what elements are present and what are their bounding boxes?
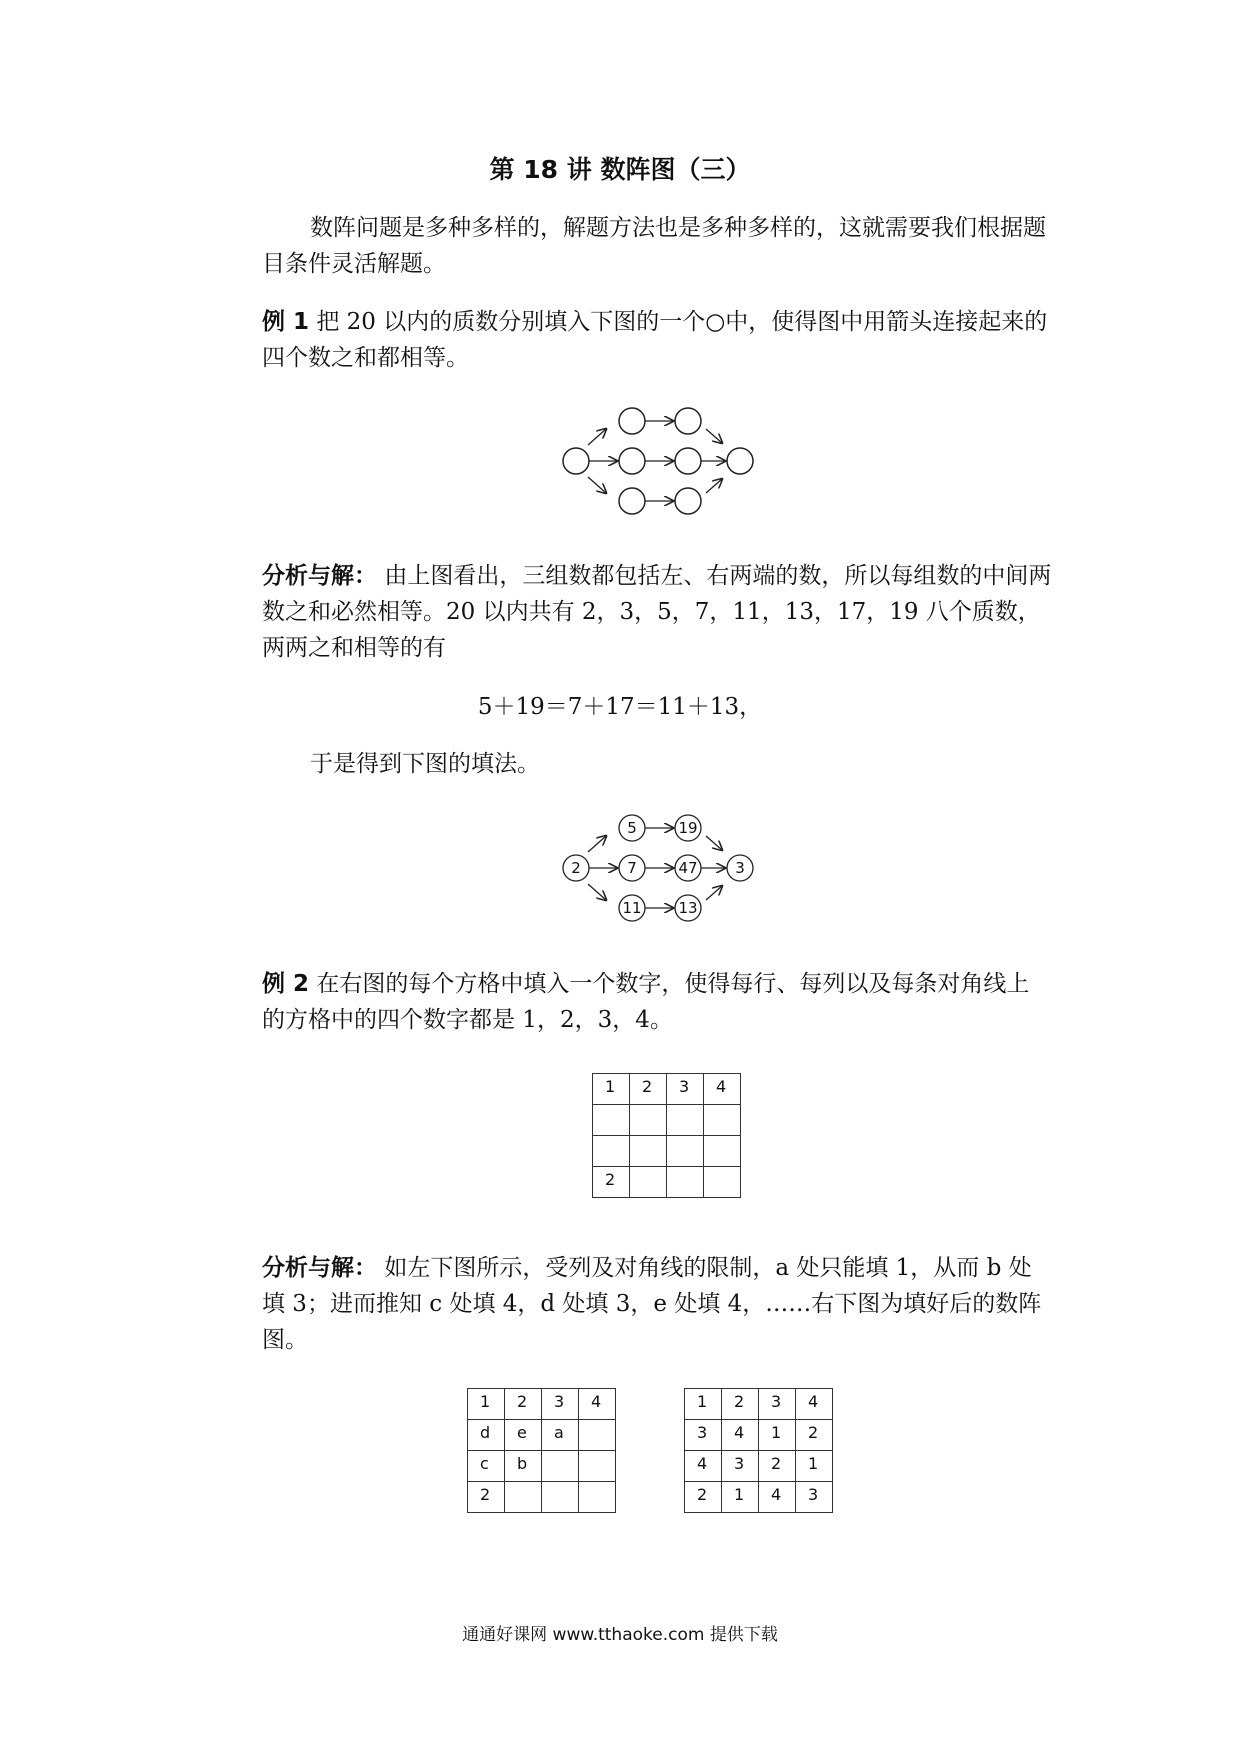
grid-cell [704,1105,741,1136]
grid-cell [505,1451,542,1482]
grid-cell [593,1074,630,1105]
arrow-left-bot [588,477,606,493]
grid-cell-value: e [517,1423,527,1442]
analysis2-paragraph [262,1250,1052,1358]
filled-circle-diagram [560,812,760,922]
grid-cell-value [667,1148,679,1151]
grid-cell-value [667,1117,679,1120]
node-left: 2 [571,859,581,877]
grid-cell-value [593,1117,605,1120]
grid-cell [468,1420,505,1451]
grid-cell-value: c [480,1454,489,1473]
footer-text: 通通好课网 www.tthaoke.com 提供下载 [462,1625,778,1645]
grid-cell [796,1451,833,1482]
grid-cell-value: 2 [808,1423,819,1442]
circle-right [727,448,753,474]
grid-cell-value: 4 [697,1454,708,1473]
grid-cell [685,1389,722,1420]
grid-cell-value [704,1179,716,1182]
grid-cell-value [579,1432,591,1435]
grid-cell [468,1482,505,1513]
grid-cell-value: 2 [697,1485,708,1504]
grid-cell [542,1482,579,1513]
grid-cell [593,1167,630,1198]
grid-cell-value [630,1179,642,1182]
grid-row [593,1105,741,1136]
grid-cell-value [505,1494,517,1497]
grid-cell-value: 2 [480,1485,491,1504]
grid-cell-value [667,1179,679,1182]
example2-label: 例 2 [262,971,310,997]
analysis1-paragraph [262,558,1052,666]
grid-row [468,1482,616,1513]
grid-cell-value: 4 [716,1077,727,1096]
analysis1-text: 由上图看出，三组数都包括左、右两端的数，所以每组数的中间两数之和必然相等。20 以内共有 2，3，5，7，11，13，17，19 八个质数，两两之和相等的有 [262,563,1052,661]
grid-row [685,1389,833,1420]
grid-cell-value: 3 [554,1392,565,1411]
grid-cell [593,1136,630,1167]
grid-cell [667,1074,704,1105]
grid-cell [704,1074,741,1105]
grid-cell-value [579,1494,591,1497]
grid-cell [685,1482,722,1513]
grid-cell-value: 2 [734,1392,745,1411]
grid-row [468,1451,616,1482]
grid-cell-value: 3 [771,1392,782,1411]
grid-cell-value: 1 [605,1077,616,1096]
grid-cell-value [542,1494,554,1497]
page-title: 第 18 讲 数阵图（三） [489,155,751,184]
grid-cell [796,1482,833,1513]
grid-cell-value: 1 [697,1392,708,1411]
example2-paragraph [262,966,1052,1038]
example2-text: 在右图的每个方格中填入一个数字，使得每行、每列以及每条对角线上的方格中的四个数字都是 1，2，3，4。 [262,971,1030,1033]
analysis1-label: 分析与解： [262,563,377,589]
grid-cell [667,1167,704,1198]
grid-cell-value: 1 [771,1423,782,1442]
node-bot1: 11 [622,899,642,917]
circle-bot2 [675,488,701,514]
example1-text: 把 20 以内的质数分别填入下图的一个○中，使得图中用箭头连接起来的四个数之和都相等。 [262,309,1048,371]
intro-paragraph [262,210,1052,282]
grid-cell [593,1105,630,1136]
grid-row [593,1167,741,1198]
grid-cell-value: 1 [808,1454,819,1473]
circle-mid1 [619,448,645,474]
solution-grid [684,1388,833,1513]
grid-cell-value: d [480,1423,491,1442]
grid-cell-value: 2 [605,1170,616,1189]
grid-cell [759,1389,796,1420]
grid-cell-value [704,1117,716,1120]
grid-cell [505,1389,542,1420]
grid-cell-value [579,1463,591,1466]
grid-cell [759,1420,796,1451]
grid-cell [579,1482,616,1513]
grid-cell-value [630,1148,642,1151]
grid-cell-value: 1 [734,1485,745,1504]
grid-cell-value [542,1463,554,1466]
grid-cell-value: a [554,1423,564,1442]
grid-cell-value: 4 [591,1392,602,1411]
circle-mid2 [675,448,701,474]
grid-cell [759,1451,796,1482]
grid-cell [505,1420,542,1451]
grid-cell-value [593,1148,605,1151]
grid-cell [542,1420,579,1451]
grid-cell [722,1389,759,1420]
example1-paragraph [262,304,1052,376]
node-right: 3 [735,859,745,877]
grid-cell [796,1389,833,1420]
grid-cell-value: 4 [808,1392,819,1411]
node-top1: 5 [627,819,637,837]
grid-row [593,1074,741,1105]
grid-row [685,1420,833,1451]
grid-cell [722,1482,759,1513]
grid-cell [468,1389,505,1420]
grid-cell [630,1167,667,1198]
letters-grid [467,1388,616,1513]
circle-top1 [619,408,645,434]
node-mid2: 47 [678,859,698,877]
grid-row [468,1389,616,1420]
node-mid1: 7 [627,859,637,877]
intro-text: 数阵问题是多种多样的，解题方法也是多种多样的，这就需要我们根据题目条件灵活解题。 [262,215,1046,277]
circle-left [563,448,589,474]
grid-cell [667,1105,704,1136]
grid-cell [579,1451,616,1482]
grid-cell [630,1074,667,1105]
grid-cell [685,1420,722,1451]
grid-cell [722,1451,759,1482]
equation-line: 5＋19＝7＋17＝11＋13， [477,694,763,720]
node-bot2: 13 [678,899,698,917]
grid-cell [796,1420,833,1451]
grid-row [468,1420,616,1451]
grid-cell [704,1136,741,1167]
arrow-bot-right [706,479,722,493]
grid-row [593,1136,741,1167]
grid-cell [542,1389,579,1420]
grid-cell-value: 2 [642,1077,653,1096]
grid-cell [468,1451,505,1482]
grid-cell-value: 4 [771,1485,782,1504]
grid-cell-value: b [517,1454,528,1473]
grid-cell [630,1105,667,1136]
grid-cell-value: 3 [734,1454,745,1473]
conclusion-line [262,746,1052,782]
grid-row [685,1482,833,1513]
node-top2: 19 [678,819,698,837]
grid-cell [542,1451,579,1482]
grid-cell [759,1482,796,1513]
grid-cell [704,1167,741,1198]
grid-cell [722,1420,759,1451]
grid-cell-value: 4 [734,1423,745,1442]
grid-cell [579,1420,616,1451]
grid-cell [667,1136,704,1167]
circle-bot1 [619,488,645,514]
grid-cell-value: 3 [697,1423,708,1442]
grid-cell [579,1389,616,1420]
grid-cell-value [630,1117,642,1120]
grid-row [685,1451,833,1482]
problem-grid [592,1073,741,1198]
empty-circle-diagram [560,405,760,515]
grid-cell [630,1136,667,1167]
analysis2-label: 分析与解： [262,1255,377,1281]
circle-top2 [675,408,701,434]
analysis2-text: 如左下图所示，受列及对角线的限制，a 处只能填 1，从而 b 处填 3；进而推知 c 处填 4，d 处填 3，e 处填 4，……右下图为填好后的数阵图。 [262,1255,1042,1353]
arrow-top-right [706,429,722,443]
grid-cell-value: 2 [517,1392,528,1411]
grid-cell [685,1451,722,1482]
grid-cell-value: 3 [679,1077,690,1096]
grid-cell-value: 2 [771,1454,782,1473]
conclusion-text: 于是得到下图的填法。 [310,751,540,777]
grid-cell [505,1482,542,1513]
grid-cell-value: 3 [808,1485,819,1504]
grid-cell-value: 1 [480,1392,491,1411]
arrow-left-top [588,429,606,445]
example1-label: 例 1 [262,309,310,335]
grid-cell-value [704,1148,716,1151]
